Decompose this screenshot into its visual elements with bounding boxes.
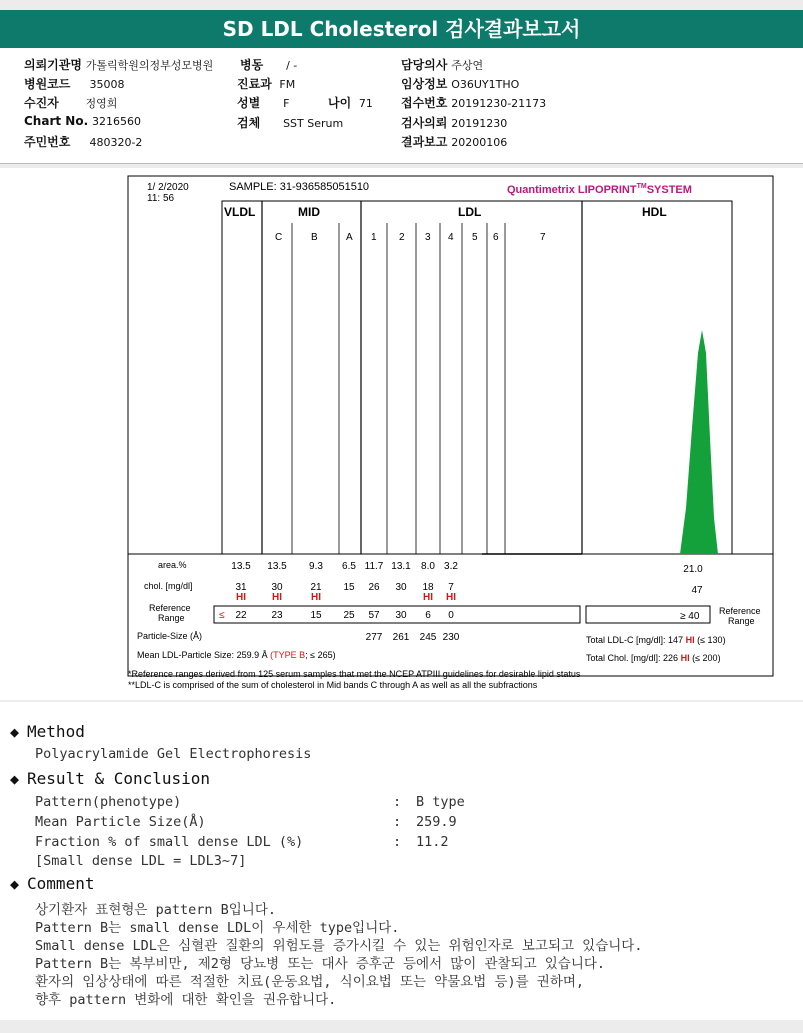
info-specimen: 검체 SST Serum xyxy=(237,116,344,130)
info-chart-no: Chart No. 3216560 xyxy=(24,114,141,128)
info-clinical: 임상정보 O36UY1THO xyxy=(401,77,520,91)
comment-line: Pattern B는 small dense LDL이 우세한 type입니다. xyxy=(35,920,400,936)
area-c: 13.5 xyxy=(267,561,287,572)
zone-ldl-label: LDL xyxy=(458,205,482,219)
band-7-label: 7 xyxy=(540,232,546,243)
method-text: Polyacrylamide Gel Electrophoresis xyxy=(35,746,312,762)
chol-4: 7 xyxy=(448,582,454,593)
chol-label: chol. [mg/dl] xyxy=(144,581,193,591)
chol-2: 30 xyxy=(395,582,407,593)
info-receipt-no: 접수번호 20191230-21173 xyxy=(401,96,547,110)
results-section xyxy=(0,702,803,1020)
result-colon: : xyxy=(393,794,402,810)
footnote-1: *Reference ranges derived from 125 serum samples that met the NCEP ATPIII guidelines for desirable lipid status xyxy=(128,669,581,679)
band-4-label: 4 xyxy=(448,232,454,243)
ref-a: 25 xyxy=(343,610,355,621)
band-2-label: 2 xyxy=(399,232,405,243)
area-4: 3.2 xyxy=(444,561,458,572)
band-3-label: 3 xyxy=(425,232,431,243)
result-colon: : xyxy=(393,834,402,850)
comment-line: 향후 pattern 변화에 대한 확인을 권유합니다. xyxy=(35,992,337,1008)
ps-4: 230 xyxy=(442,632,460,643)
ref-label-hdl-1: Reference xyxy=(719,606,761,616)
ref-c: 23 xyxy=(271,610,283,621)
info-patient: 수진자 정영희 xyxy=(24,96,118,110)
diamond-icon: ◆ xyxy=(10,875,20,893)
ref-hdl: ≥ 40 xyxy=(680,611,700,622)
chol-b: 21 xyxy=(310,582,322,593)
ref-b: 15 xyxy=(310,610,322,621)
total-chol: Total Chol. [mg/dl]: 226 HI (≤ 200) xyxy=(586,653,721,663)
area-a: 6.5 xyxy=(342,561,356,572)
ps-3: 245 xyxy=(419,632,437,643)
ps-2: 261 xyxy=(392,632,410,643)
comment-heading: ◆ Comment xyxy=(10,874,95,893)
flag-4: HI xyxy=(446,592,456,603)
method-heading: ◆ Method xyxy=(10,722,85,741)
ref-2: 30 xyxy=(395,610,407,621)
diamond-icon: ◆ xyxy=(10,723,20,741)
band-6-label: 6 xyxy=(493,232,499,243)
area-2: 13.1 xyxy=(391,561,411,572)
report-title: SD LDL Cholesterol 검사결과보고서 xyxy=(0,10,803,48)
area-label: area.% xyxy=(158,560,187,570)
band-1-label: 1 xyxy=(371,232,377,243)
particle-size-label: Particle-Size (Å) xyxy=(137,631,203,641)
flag-3: HI xyxy=(423,592,433,603)
flag-c: HI xyxy=(272,592,282,603)
info-requested: 검사의뢰 20191230 xyxy=(401,116,508,130)
area-hdl: 21.0 xyxy=(683,564,703,575)
result-colon: : xyxy=(393,814,402,830)
band-b-label: B xyxy=(311,232,318,243)
chol-3: 18 xyxy=(422,582,434,593)
info-hospital-code: 병원코드 35008 xyxy=(24,77,125,91)
ref-label-2: Range xyxy=(158,613,185,623)
system-name: Quantimetrix LIPOPRINT™SYSTEM xyxy=(507,183,692,196)
result-value-size: 259.9 xyxy=(416,814,457,830)
sample-id: SAMPLE: 31-936585051510 xyxy=(229,181,370,193)
ref-1: 57 xyxy=(368,610,380,621)
chol-vldl: 31 xyxy=(235,582,247,593)
ref-3: 6 xyxy=(425,610,431,621)
info-resident-no: 주민번호 480320-2 xyxy=(24,135,143,149)
footnote-2: **LDL-C is comprised of the sum of cholesterol in Mid bands C through A as well as all the subfractions xyxy=(128,680,538,690)
comment-line: 환자의 임상상태에 따른 적절한 치료(운동요법, 식이요법 또는 약물요법 등)를 권하며, xyxy=(35,974,585,990)
flag-b: HI xyxy=(311,592,321,603)
report-time: 11: 56 xyxy=(147,193,175,204)
mean-ldl-size: Mean LDL-Particle Size: 259.9 Å (TYPE B; ≤ 265) xyxy=(137,650,336,660)
band-c-label: C xyxy=(275,232,283,243)
result-heading: ◆ Result & Conclusion xyxy=(10,769,211,788)
area-3: 8.0 xyxy=(421,561,435,572)
ref-vldl: 22 xyxy=(235,610,247,621)
comment-line: 상기환자 표현형은 pattern B입니다. xyxy=(35,902,276,918)
comment-line: Pattern B는 복부비만, 제2형 당뇨병 또는 대사 증후군 등에서 많이 관찰되고 있습니다. xyxy=(35,956,606,972)
area-1: 11.7 xyxy=(364,561,384,572)
zone-hdl-label: HDL xyxy=(642,205,667,219)
diamond-icon: ◆ xyxy=(10,770,20,788)
ref-label-1: Reference xyxy=(149,603,191,613)
ref-4: 0 xyxy=(448,610,454,621)
info-department: 진료과 FM xyxy=(237,77,296,91)
total-ldl: Total LDL-C [mg/dl]: 147 HI (≤ 130) xyxy=(586,635,726,645)
result-value-fraction: 11.2 xyxy=(416,834,449,850)
info-age: 나이 71 xyxy=(328,96,373,110)
patient-info xyxy=(0,48,803,164)
area-vldl: 13.5 xyxy=(231,561,251,572)
report-date: 1/ 2/2020 xyxy=(147,182,189,193)
chol-hdl: 47 xyxy=(691,585,703,596)
ref-le-sign: ≤ xyxy=(219,610,225,621)
result-label-fraction: Fraction % of small dense LDL (%) xyxy=(35,834,304,850)
result-note: [Small dense LDL = LDL3~7] xyxy=(35,853,247,869)
info-sex: 성별 F xyxy=(237,96,290,110)
zone-vldl-label: VLDL xyxy=(224,205,256,219)
chol-a: 15 xyxy=(343,582,355,593)
info-referring-hospital: 의뢰기관명 가톨릭학원의정부성모병원 xyxy=(24,58,214,72)
result-value-pattern: B type xyxy=(416,794,465,810)
info-physician: 담당의사 주상연 xyxy=(401,58,484,72)
info-reported: 결과보고 20200106 xyxy=(401,135,508,149)
result-label-pattern: Pattern(phenotype) xyxy=(35,794,182,810)
ps-1: 277 xyxy=(365,632,383,643)
chol-1: 26 xyxy=(368,582,380,593)
info-ward: 병동 / - xyxy=(240,58,298,72)
lipoprint-report xyxy=(0,168,803,700)
area-b: 9.3 xyxy=(309,561,323,572)
chol-c: 30 xyxy=(271,582,283,593)
page-bottom xyxy=(0,1020,803,1033)
flag-vldl: HI xyxy=(236,592,246,603)
ref-label-hdl-2: Range xyxy=(728,616,755,626)
band-5-label: 5 xyxy=(472,232,478,243)
band-a-label: A xyxy=(346,232,353,243)
zone-mid-label: MID xyxy=(298,205,320,219)
comment-line: Small dense LDL은 심혈관 질환의 위험도를 증가시킬 수 있는 위험인자로 보고되고 있습니다. xyxy=(35,938,643,954)
result-label-size: Mean Particle Size(Å) xyxy=(35,814,206,830)
